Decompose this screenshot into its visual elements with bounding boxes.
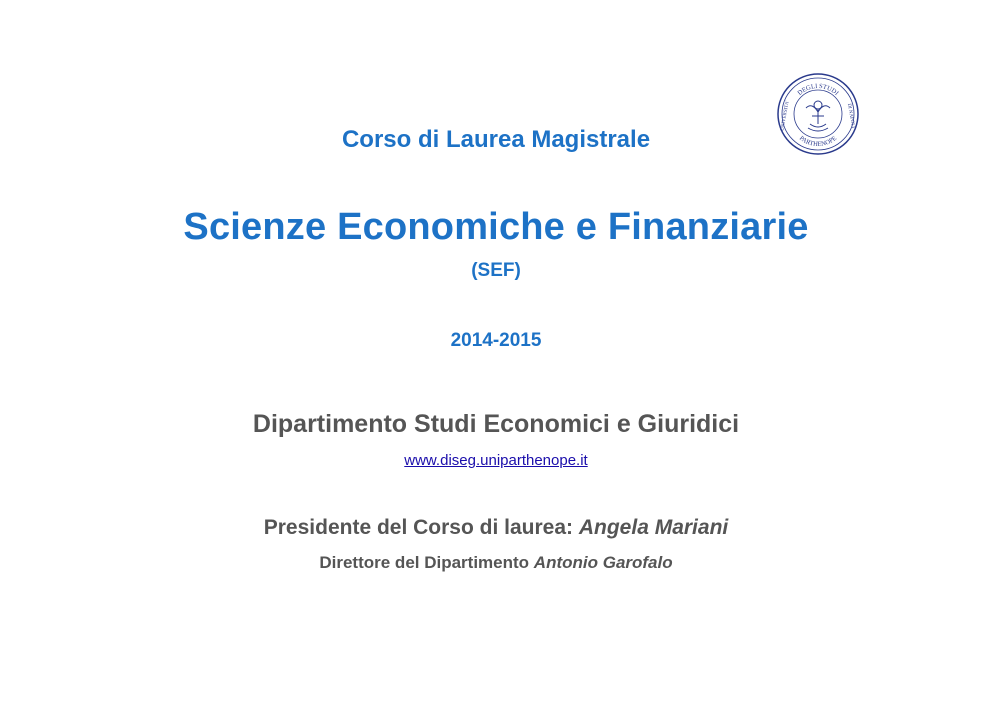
seal-text-bottom: PARTHENOPE: [797, 134, 839, 149]
director-line: [0, 553, 992, 573]
course-abbreviation: (SEF): [471, 260, 521, 281]
president-label: Presidente del Corso di laurea:: [263, 516, 574, 539]
president-line: [0, 516, 992, 540]
seal-text-right: DI NAPOLI: [845, 103, 856, 129]
academic-year: 2014-2015: [450, 330, 542, 351]
department-name: Dipartimento Studi Economici e Giuridici: [252, 410, 740, 438]
svg-text:DEGLI STUDI: [796, 83, 839, 97]
president-name: Angela Mariani: [578, 516, 729, 539]
director-label: Direttore del Dipartimento: [319, 553, 530, 572]
seal-text-left: UNIVERSITA': [780, 100, 791, 132]
course-type-heading: Corso di Laurea Magistrale: [341, 126, 651, 153]
department-website-link[interactable]: www.diseg.uniparthenope.it: [404, 452, 588, 469]
course-title: Scienze Economiche e Finanziarie: [183, 206, 809, 248]
department-website-row: [0, 452, 992, 469]
seal-text-top: DEGLI STUDI: [796, 82, 840, 97]
director-name: Antonio Garofalo: [533, 553, 673, 572]
